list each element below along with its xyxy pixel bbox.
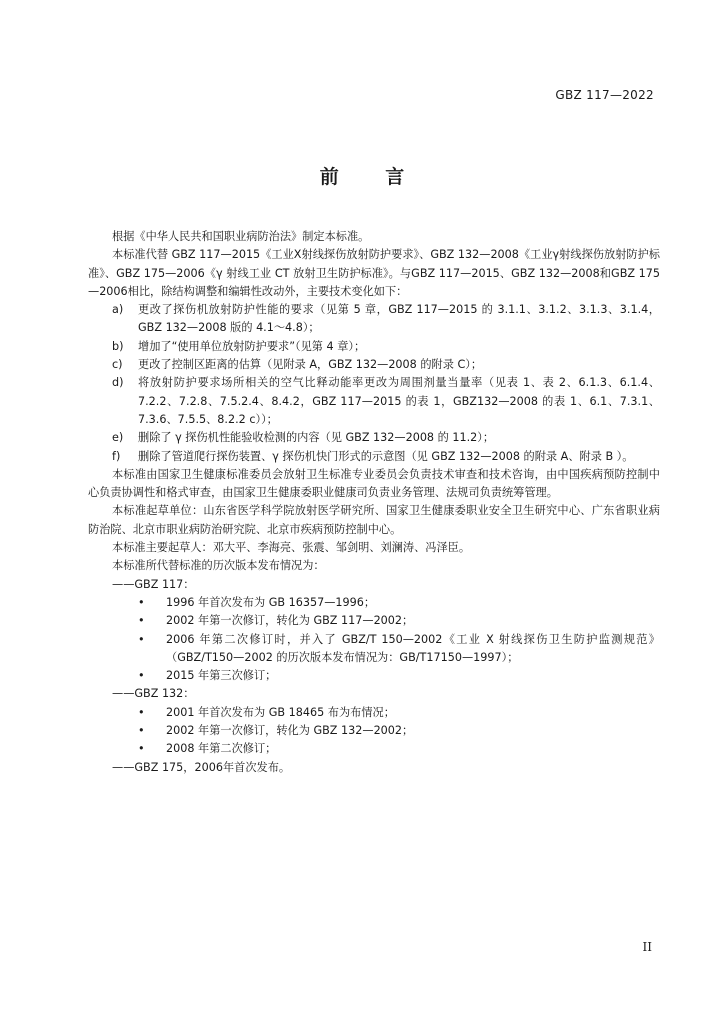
changes-list — [88, 301, 660, 466]
list-item — [88, 338, 660, 356]
list-item — [88, 429, 660, 447]
list-item-mark: f) — [112, 449, 121, 463]
bullet-icon: • — [138, 724, 145, 738]
history-gbz132-label: ——GBZ 132： — [112, 687, 195, 701]
page-title: 前 言 — [319, 166, 425, 188]
paragraph-replaces: 本标准代替 GBZ 117—2015《工业X射线探伤放射防护要求》、GBZ 132—2008《工业γ射线探伤放射防护标准》、GBZ 175—2006《γ 射线工业 CT 放射卫生防护标准》。与GBZ 117—2015、GBZ 132—2008和GBZ 175—2006相比，除结构调整和编辑性改动外，主要技术变化如下： — [88, 248, 660, 298]
history-gbz175-label: ——GBZ 175，2006年首次发布。 — [112, 760, 291, 774]
paragraph-responsibility: 本标准由国家卫生健康标准委员会放射卫生标准专业委员会负责技术审查和技术咨询，由中国疾病预防控制中心负责协调性和格式审查，由国家卫生健康委职业健康司负责业务管理、法规司负责统筹管理。 — [88, 467, 660, 500]
list-item-text: 1996 年首次发布为 GB 16357—1996； — [166, 595, 376, 609]
list-item-text: 2001 年首次发布为 GB 18465 布为布情况； — [166, 705, 395, 719]
list-item-text: 2008 年第二次修订； — [166, 742, 277, 756]
list-item — [88, 448, 660, 466]
list-item-text: 2002 年第一次修订，转化为 GBZ 132—2002； — [166, 724, 414, 738]
list-item-text: 2002 年第一次修订，转化为 GBZ 117—2002； — [166, 614, 414, 628]
list-item-mark: b) — [112, 339, 124, 353]
list-item — [88, 374, 660, 429]
paragraph-drafters: 本标准主要起草人：邓大平、李海亮、张震、邹剑明、刘澜涛、冯泽臣。 — [112, 541, 471, 555]
bullet-icon: • — [138, 632, 145, 646]
paragraph-drafting-units: 本标准起草单位：山东省医学科学院放射医学研究所、国家卫生健康委职业安全卫生研究中心、广东省职业病防治院、北京市职业病防治研究院、北京市疾病预防控制中心。 — [88, 504, 660, 536]
list-item-text: 将放射防护要求场所相关的空气比释动能率更改为周围剂量当量率（见表 1、表 2、6.1.3、6.1.4、7.2.2、7.2.8、7.5.2.4、8.4.2，GBZ 117—2015 的表 1，GBZ132—2008 的表 1、6.1、7.3.1、7.3.6、7.5.5、8.2.2 c））； — [138, 376, 660, 426]
list-item-text: 增加了“使用单位放射防护要求”（见第 4 章）； — [138, 339, 366, 353]
list-item — [88, 594, 660, 612]
bullet-icon: • — [138, 669, 145, 683]
paragraph-basis: 根据《中华人民共和国职业病防治法》制定本标准。 — [112, 230, 370, 243]
history-gbz117-label: ——GBZ 117： — [112, 577, 195, 591]
list-item — [88, 704, 660, 722]
list-item — [88, 722, 660, 740]
list-item-mark: d) — [112, 376, 124, 390]
foreword-body — [88, 228, 660, 777]
list-item-text: 更改了探伤机放射防护性能的要求（见第 5 章，GBZ 117—2015 的 3.1.1、3.1.2、3.1.3、3.1.4，GBZ 132—2008 版的 4.1～4.8）； — [138, 303, 660, 335]
bullet-icon: • — [138, 742, 145, 756]
list-item — [88, 631, 660, 668]
list-item — [88, 612, 660, 630]
list-item-mark: c) — [112, 358, 123, 372]
list-item — [88, 301, 660, 338]
paragraph-history-intro: 本标准所代替标准的历次版本发布情况为： — [112, 559, 325, 573]
list-item-text: 删除了 γ 探伤机性能验收检测的内容（见 GBZ 132—2008 的 11.2）； — [138, 431, 495, 445]
list-item-text: 2006 年第二次修订时，并入了 GBZ/T 150—2002《工业 X 射线探伤卫生防护监测规范》（GBZ/T150—2002 的历次版本发布情况为：GB/T17150—1997）； — [166, 632, 660, 664]
bullet-icon: • — [138, 595, 145, 609]
list-item-text: 更改了控制区距离的估算（见附录 A，GBZ 132—2008 的附录 C）； — [138, 358, 483, 372]
list-item — [88, 667, 660, 685]
list-item-text: 2015 年第三次修订； — [166, 669, 277, 683]
page-number: II — [642, 940, 652, 954]
bullet-icon: • — [138, 614, 145, 628]
list-item-mark: e) — [112, 431, 124, 445]
list-item — [88, 740, 660, 758]
bullet-icon: • — [138, 705, 145, 719]
standard-code: GBZ 117—2022 — [555, 88, 654, 102]
list-item-text: 删除了管道爬行探伤装置、γ 探伤机快门形式的示意图（见 GBZ 132—2008 的附录 A、附录 B ）。 — [138, 449, 634, 463]
list-item-mark: a) — [112, 303, 124, 317]
list-item — [88, 356, 660, 374]
